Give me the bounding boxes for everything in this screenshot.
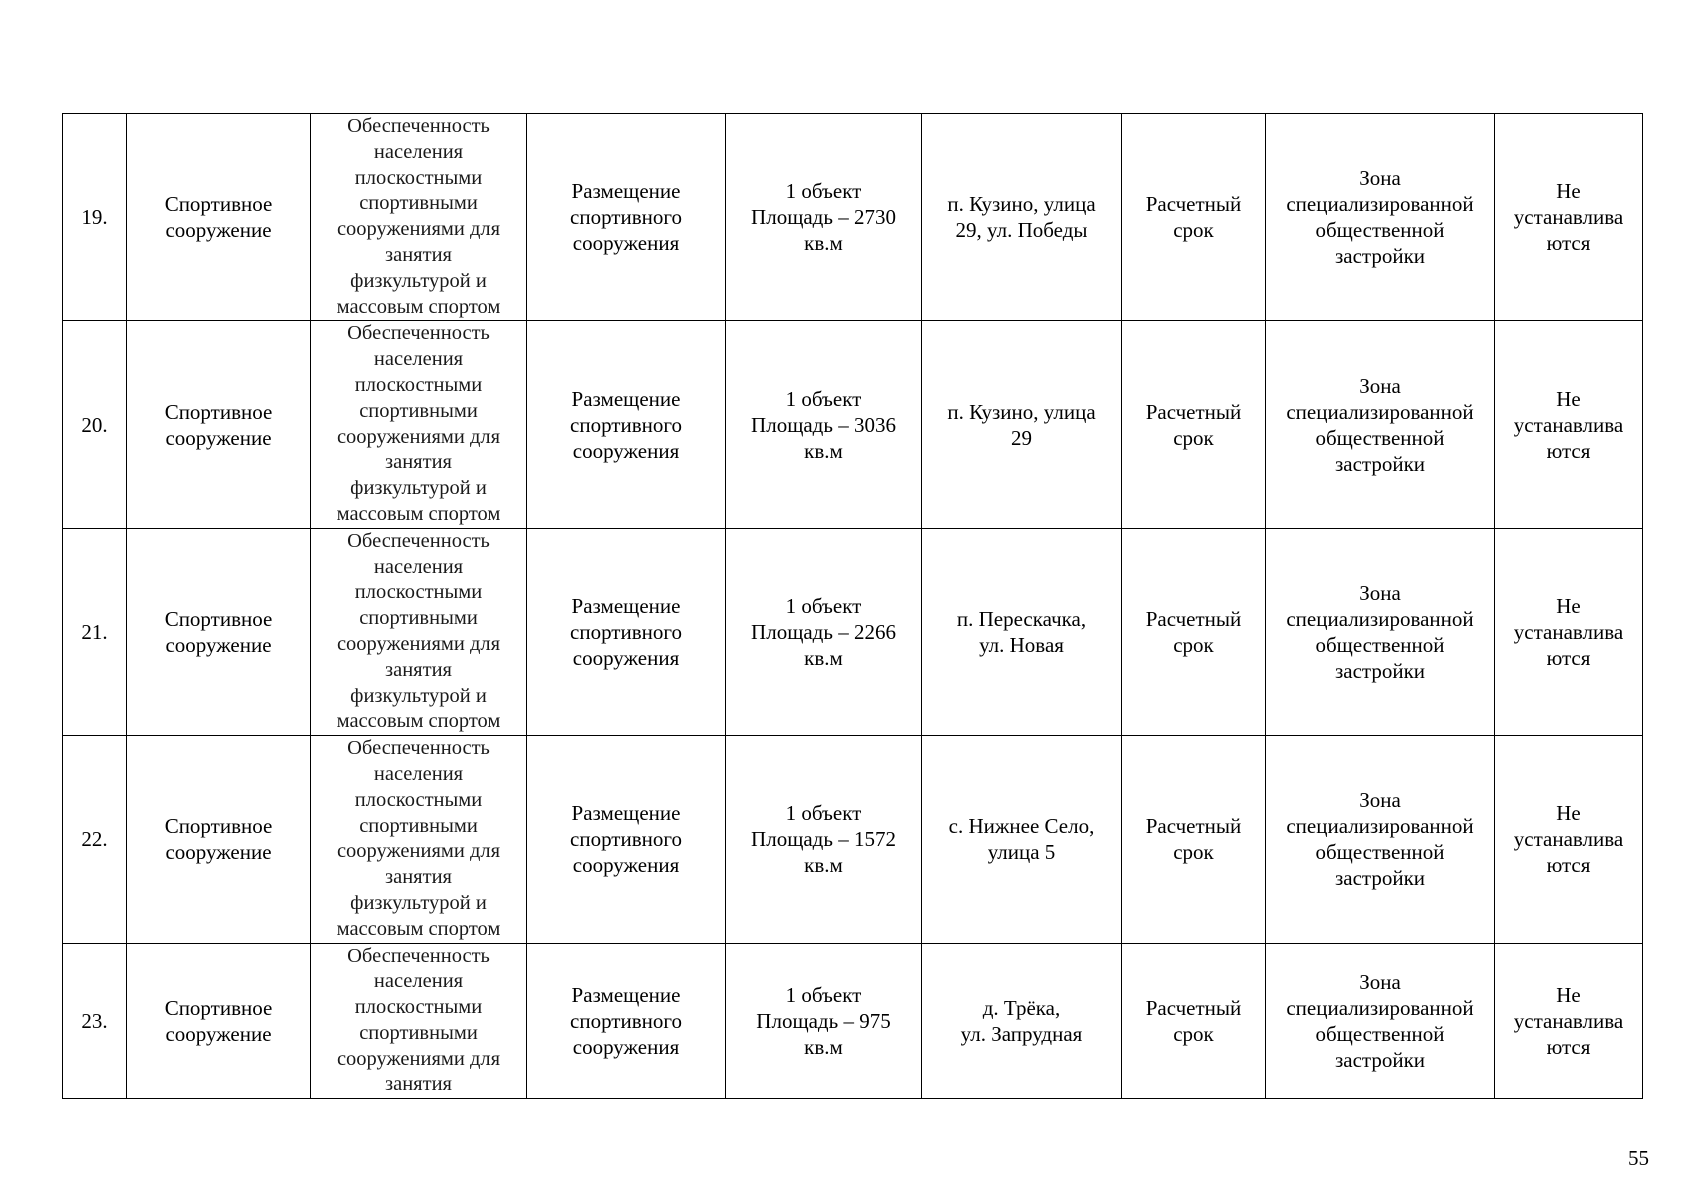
object-type-cell: Спортивное сооружение — [127, 114, 311, 321]
object-type-cell: Спортивное сооружение — [127, 528, 311, 735]
row-number-cell: 20. — [63, 321, 127, 528]
table-row — [63, 321, 1643, 528]
location-cell: п. Кузино, улица 29, ул. Победы — [922, 114, 1122, 321]
zone-cell: Зона специализированной общественной застройки — [1266, 321, 1495, 528]
capacity-cell: 1 объект Площадь – 975 кв.м — [726, 943, 922, 1098]
table-row — [63, 114, 1643, 321]
location-cell: п. Перескачка, ул. Новая — [922, 528, 1122, 735]
purpose-cell: Размещение спортивного сооружения — [527, 114, 726, 321]
zone-cell: Зона специализированной общественной застройки — [1266, 114, 1495, 321]
row-number-cell: 21. — [63, 528, 127, 735]
limits-cell: Не устанавлива ются — [1495, 114, 1643, 321]
need-cell: Обеспеченность населения плоскостными спортивными сооружениями для занятия — [311, 943, 527, 1098]
purpose-cell: Размещение спортивного сооружения — [527, 943, 726, 1098]
location-cell: д. Трёка, ул. Запрудная — [922, 943, 1122, 1098]
object-type-cell: Спортивное сооружение — [127, 736, 311, 943]
object-type-cell: Спортивное сооружение — [127, 943, 311, 1098]
table-row — [63, 528, 1643, 735]
term-cell: Расчетный срок — [1122, 736, 1266, 943]
need-cell: Обеспеченность населения плоскостными спортивными сооружениями для занятия физкультурой и массовым спортом — [311, 321, 527, 528]
location-cell: п. Кузино, улица 29 — [922, 321, 1122, 528]
purpose-cell: Размещение спортивного сооружения — [527, 321, 726, 528]
purpose-cell: Размещение спортивного сооружения — [527, 736, 726, 943]
limits-cell: Не устанавлива ются — [1495, 736, 1643, 943]
location-cell: с. Нижнее Село, улица 5 — [922, 736, 1122, 943]
need-cell: Обеспеченность населения плоскостными спортивными сооружениями для занятия физкультурой и массовым спортом — [311, 736, 527, 943]
row-number-cell: 19. — [63, 114, 127, 321]
term-cell: Расчетный срок — [1122, 321, 1266, 528]
limits-cell: Не устанавлива ются — [1495, 321, 1643, 528]
table-row — [63, 943, 1643, 1098]
limits-cell: Не устанавлива ются — [1495, 943, 1643, 1098]
capacity-cell: 1 объект Площадь – 2266 кв.м — [726, 528, 922, 735]
sports-facilities-table — [62, 113, 1643, 1099]
zone-cell: Зона специализированной общественной застройки — [1266, 528, 1495, 735]
limits-cell: Не устанавлива ются — [1495, 528, 1643, 735]
row-number-cell: 22. — [63, 736, 127, 943]
need-cell: Обеспеченность населения плоскостными спортивными сооружениями для занятия физкультурой и массовым спортом — [311, 528, 527, 735]
page-number: 55 — [1628, 1146, 1649, 1170]
need-cell: Обеспеченность населения плоскостными спортивными сооружениями для занятия физкультурой и массовым спортом — [311, 114, 527, 321]
zone-cell: Зона специализированной общественной застройки — [1266, 736, 1495, 943]
capacity-cell: 1 объект Площадь – 2730 кв.м — [726, 114, 922, 321]
object-type-cell: Спортивное сооружение — [127, 321, 311, 528]
capacity-cell: 1 объект Площадь – 3036 кв.м — [726, 321, 922, 528]
row-number-cell: 23. — [63, 943, 127, 1098]
capacity-cell: 1 объект Площадь – 1572 кв.м — [726, 736, 922, 943]
table-row — [63, 736, 1643, 943]
purpose-cell: Размещение спортивного сооружения — [527, 528, 726, 735]
term-cell: Расчетный срок — [1122, 114, 1266, 321]
term-cell: Расчетный срок — [1122, 943, 1266, 1098]
term-cell: Расчетный срок — [1122, 528, 1266, 735]
zone-cell: Зона специализированной общественной застройки — [1266, 943, 1495, 1098]
